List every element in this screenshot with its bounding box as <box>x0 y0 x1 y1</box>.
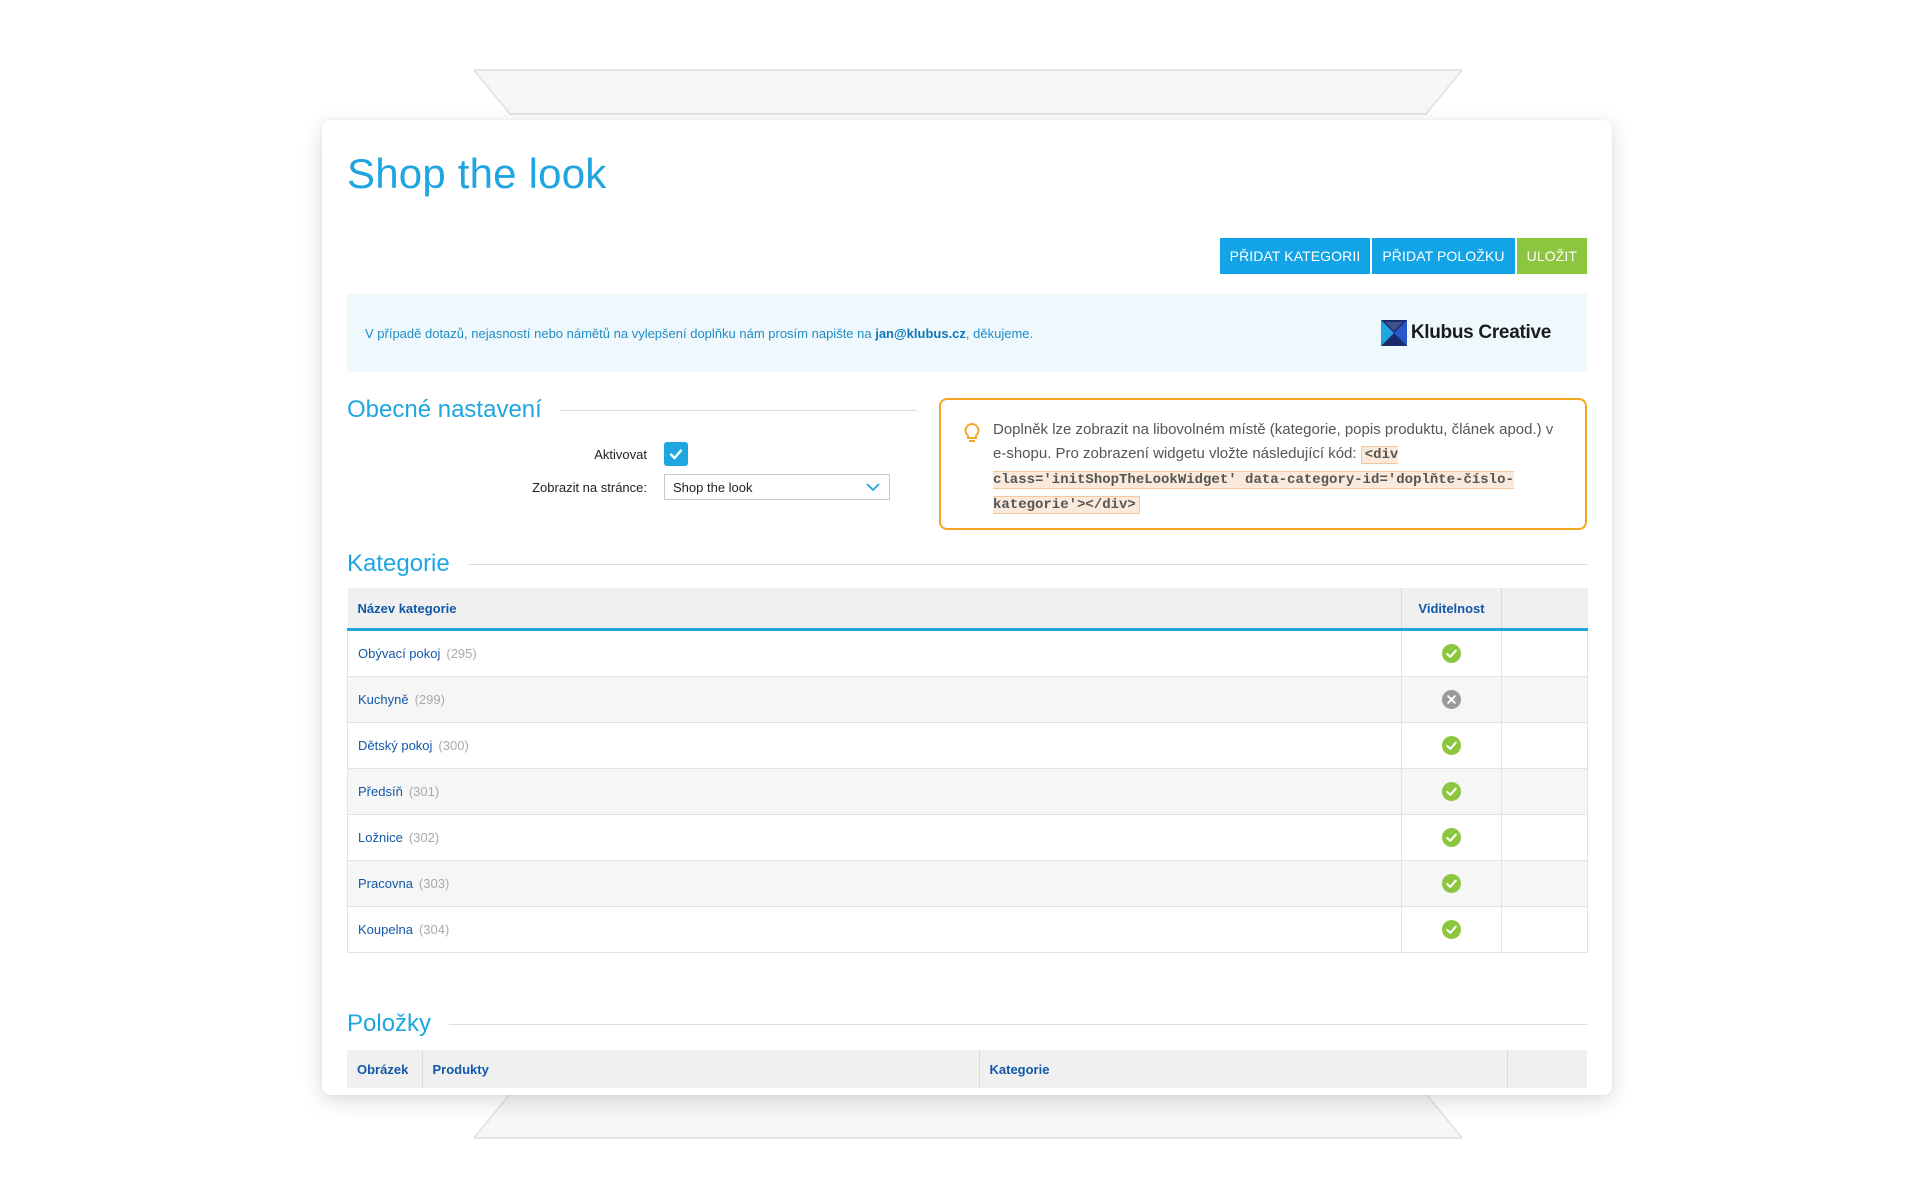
embed-tip-box <box>939 398 1587 530</box>
frame-decoration-bottom <box>474 1092 1462 1140</box>
category-name-cell <box>348 861 1402 907</box>
category-id: (302) <box>408 830 440 845</box>
show-on-label: Zobrazit na stránce: <box>532 479 647 495</box>
categories-body <box>348 630 1588 953</box>
section-divider <box>560 410 917 411</box>
categories-header-row <box>348 588 1588 630</box>
items-title: Položky <box>347 1010 432 1037</box>
show-on-select[interactable] <box>664 474 890 500</box>
add-category-button[interactable]: PŘIDAT KATEGORII <box>1220 238 1371 274</box>
visibility-cell <box>1402 815 1502 861</box>
x-circle-icon[interactable] <box>1442 690 1461 709</box>
embed-code: <div class='initShopTheLookWidget' data-category-id='doplňte-číslo-kategorie'></div> <box>993 447 1514 513</box>
actions-cell <box>1502 630 1588 677</box>
category-name-cell <box>348 815 1402 861</box>
table-row <box>348 630 1588 677</box>
activate-row <box>347 442 688 466</box>
category-name-link[interactable]: Předsíň <box>358 784 403 799</box>
category-name-link[interactable]: Dětský pokoj <box>358 738 433 753</box>
brand-name: Klubus Creative <box>1410 322 1551 343</box>
items-header <box>347 1010 1587 1038</box>
category-name-cell <box>348 630 1402 677</box>
category-name-link[interactable]: Obývací pokoj <box>358 646 441 661</box>
category-name-cell <box>348 769 1402 815</box>
category-name-link[interactable]: Kuchyně <box>358 692 409 707</box>
tip-text: Doplněk lze zobrazit na libovolném místě (kategorie, popis produktu, článek apod.) v e-shopu. Pro zobrazení widgetu vložte následující kód: <box>993 421 1554 462</box>
chevron-down-icon <box>865 482 881 492</box>
visibility-cell <box>1402 723 1502 769</box>
check-circle-icon[interactable] <box>1442 782 1461 801</box>
actions-cell <box>1502 907 1588 953</box>
items-table <box>347 1050 1587 1088</box>
brand <box>1381 320 1551 346</box>
save-button[interactable]: ULOŽIT <box>1517 238 1587 274</box>
info-text <box>365 326 1033 341</box>
actions-cell <box>1502 723 1588 769</box>
lightbulb-icon <box>963 422 981 444</box>
page-title: Shop the look <box>347 150 607 197</box>
category-name-link[interactable]: Koupelna <box>358 922 413 937</box>
show-on-row <box>347 474 890 500</box>
check-circle-icon[interactable] <box>1442 736 1461 755</box>
check-circle-icon[interactable] <box>1442 828 1461 847</box>
items-header-row <box>347 1050 1587 1088</box>
table-row <box>348 677 1588 723</box>
col-category-name[interactable]: Název kategorie <box>348 588 1402 630</box>
category-id: (303) <box>418 876 450 891</box>
visibility-cell <box>1402 630 1502 677</box>
category-id: (299) <box>414 692 445 707</box>
visibility-cell <box>1402 677 1502 723</box>
col-visibility[interactable]: Viditelnost <box>1402 588 1502 630</box>
category-id: (304) <box>418 922 450 937</box>
actions-cell <box>1502 861 1588 907</box>
actions-cell <box>1502 677 1588 723</box>
checkmark-icon <box>668 446 684 462</box>
toolbar <box>1220 238 1587 274</box>
add-item-button[interactable]: PŘIDAT POLOŽKU <box>1372 238 1514 274</box>
activate-label: Aktivovat <box>594 446 647 462</box>
check-circle-icon[interactable] <box>1442 644 1461 663</box>
info-bar <box>347 294 1587 372</box>
col-item-category[interactable]: Kategorie <box>979 1050 1507 1088</box>
category-id: (301) <box>408 784 440 799</box>
col-products[interactable]: Produkty <box>422 1050 979 1088</box>
category-name-cell <box>348 907 1402 953</box>
check-circle-icon[interactable] <box>1442 874 1461 893</box>
categories-table <box>347 588 1588 953</box>
frame-decoration-top <box>474 68 1462 116</box>
table-row <box>348 861 1588 907</box>
col-actions <box>1502 588 1588 630</box>
general-settings-header <box>347 396 917 424</box>
info-text-after: , děkujeme. <box>965 325 1034 341</box>
info-text-before: V případě dotazů, nejasností nebo námětů na vylepšení doplňku nám prosím napište na <box>365 325 876 341</box>
section-divider <box>449 1024 1587 1025</box>
actions-cell <box>1502 769 1588 815</box>
visibility-cell <box>1402 861 1502 907</box>
actions-cell <box>1502 815 1588 861</box>
visibility-cell <box>1402 769 1502 815</box>
show-on-value: Shop the look <box>673 479 753 495</box>
category-name-link[interactable]: Ložnice <box>358 830 403 845</box>
category-name-link[interactable]: Pracovna <box>358 876 413 891</box>
contact-email-link[interactable]: jan@klubus.cz <box>875 325 966 341</box>
categories-header <box>347 550 1587 578</box>
section-divider <box>468 564 1587 565</box>
activate-checkbox[interactable] <box>664 442 688 466</box>
general-settings-title: Obecné nastavení <box>347 396 542 423</box>
table-row <box>348 723 1588 769</box>
col-item-actions <box>1507 1050 1587 1088</box>
table-row <box>348 907 1588 953</box>
category-name-cell <box>348 677 1402 723</box>
klubus-logo-icon <box>1381 320 1407 346</box>
category-id: (300) <box>438 738 469 753</box>
category-name-cell <box>348 723 1402 769</box>
category-id: (295) <box>446 646 477 661</box>
categories-title: Kategorie <box>347 550 450 577</box>
check-circle-icon[interactable] <box>1442 920 1461 939</box>
visibility-cell <box>1402 907 1502 953</box>
col-image[interactable]: Obrázek <box>347 1050 422 1088</box>
settings-card <box>322 120 1612 1095</box>
table-row <box>348 815 1588 861</box>
table-row <box>348 769 1588 815</box>
